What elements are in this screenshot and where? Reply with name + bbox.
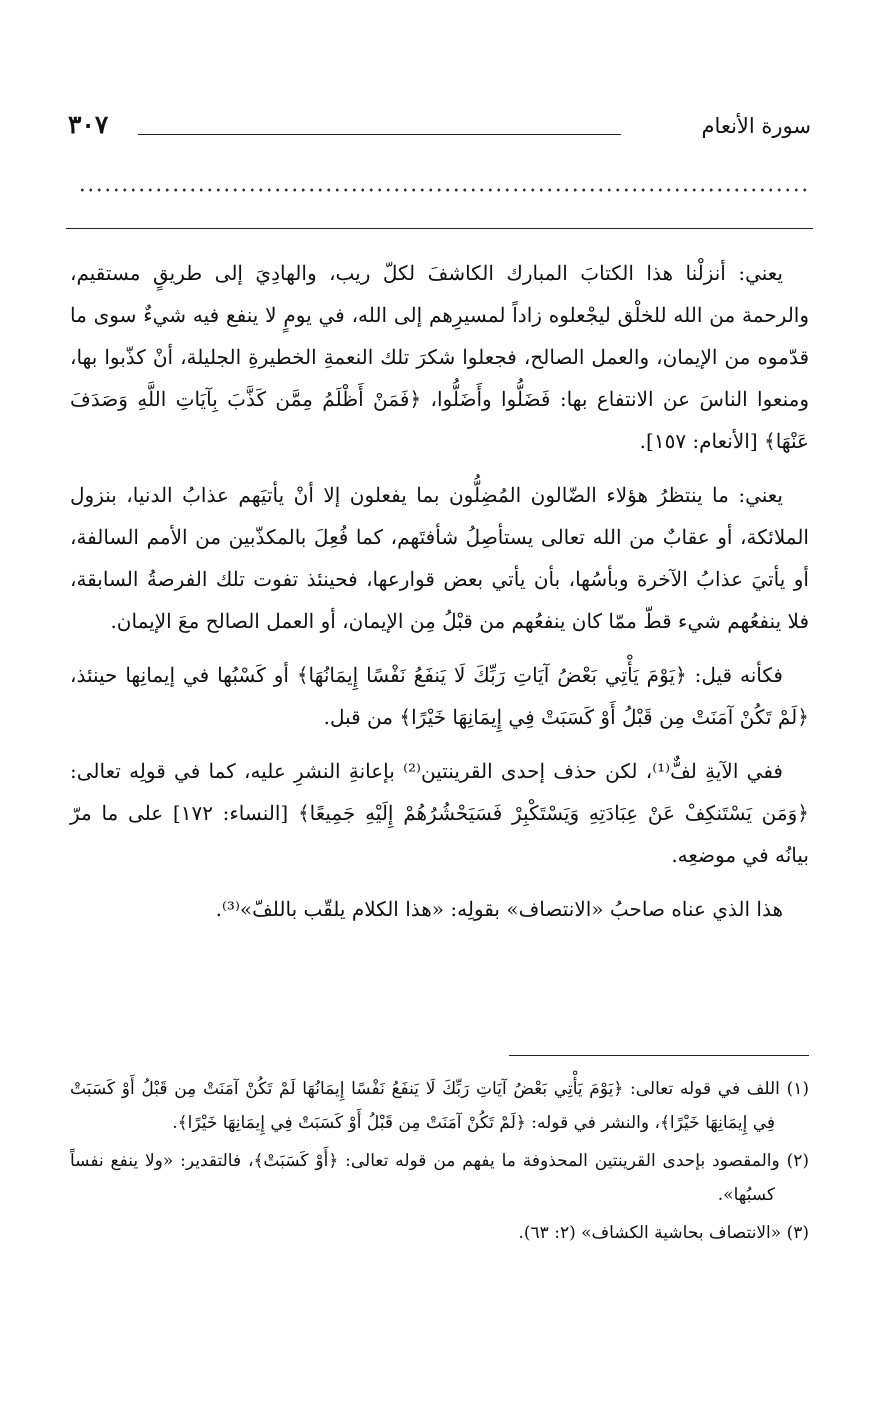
paragraph: هذا الذي عناه صاحبُ «الانتصاف» بقولِه: «هذا الكلام يلقّب باللفّ»⁽³⁾. bbox=[215, 897, 783, 921]
paragraph: ففي الآيةِ لفٌّ⁽¹⁾، لكن حذف إحدى القرينتين⁽²⁾ بإعانةِ النشرِ عليه، كما في قولِه تعالى: ﴿وَمَن يَسْتَنكِفْ عَنْ عِبَادَتِهِ وَيَسْتَكْبِرْ فَسَيَحْشُرُهُمْ إِلَيْهِ جَمِيعًا﴾ [النساء: ١٧٢] على ما مرّ بيانُه في موضعِه. bbox=[70, 759, 809, 867]
main-text bbox=[70, 252, 809, 942]
paragraph: يعني: ما ينتظرُ هؤلاء الضّالون المُضِلُّون بما يفعلون إلا أنْ يأتيَهم عذابُ الدنيا، بنزول الملائكة، أو عقابٌ من الله تعالى يستأصِلُ شأفتَهم، كما فُعِلَ بالمكذّبين من الأمم السالفة، أو يأتيَ عذابُ الآخرة وبأسُها، بأن يأتي بعض قوارعها، فحينئذ تفوت تلك الفرصةُ السابقة، فلا ينفعُهم شيء قطّ ممّا كان ينفعُهم من قبْلُ مِن الإيمان، أو العمل الصالح معَ الإيمان. bbox=[70, 483, 809, 633]
footnote-rule bbox=[509, 1055, 809, 1056]
paragraph: فكأنه قيل: ﴿يَوْمَ يَأْتِي بَعْضُ آيَاتِ رَبِّكَ لَا يَنفَعُ نَفْسًا إِيمَانُهَا﴾ أو كَسْبُها في إيمانِها حينئذ، ﴿لَمْ تَكُنْ آمَنَتْ مِن قَبْلُ أَوْ كَسَبَتْ فِي إِيمَانِهَا خَيْرًا﴾ من قبل. bbox=[70, 663, 809, 729]
footnote: (١) اللف في قوله تعالى: ﴿يَوْمَ يَأْتِي بَعْضُ آيَاتِ رَبِّكَ لَا يَنفَعُ نَفْسًا إِيمَانُهَا لَمْ تَكُنْ آمَنَتْ مِن قَبْلُ أَوْ كَسَبَتْ فِي إِيمَانِهَا خَيْرًا﴾، والنشر في قوله: ﴿لَمْ تَكُنْ آمَنَتْ مِن قَبْلُ أَوْ كَسَبَتْ فِي إِيمَانِهَا خَيْرًا﴾. bbox=[70, 1079, 809, 1133]
footnote: (٢) والمقصود بإحدى القرينتين المحذوفة ما يفهم من قوله تعالى: ﴿أَوْ كَسَبَتْ﴾، فالتقدير: «ولا ينفع نفساً كسبُها». bbox=[70, 1151, 809, 1205]
footnote: (٣) «الانتصاف بحاشية الكشاف» (٢: ٦٣). bbox=[518, 1223, 809, 1243]
page-number: ٣٠٧ bbox=[68, 110, 109, 139]
header-line bbox=[138, 134, 621, 135]
dotted-separator bbox=[78, 186, 811, 194]
header-rule bbox=[66, 228, 813, 229]
footnotes bbox=[70, 1072, 809, 1254]
surah-title: سورة الأنعام bbox=[701, 114, 811, 138]
page-header bbox=[68, 108, 811, 148]
paragraph: يعني: أنزلْنا هذا الكتابَ المبارك الكاشفَ لكلّ ريب، والهادِيَ إلى طريقٍ مستقيم، والرحمة من الله للخلْق ليجْعلوه زاداً لمسيرِهم إلى الله، في يومٍ لا ينفع فيه شيءٌ سوى ما قدّموه من الإيمان، والعمل الصالح، فجعلوا شكرَ تلك النعمةِ الخطيرةِ الجليلة، أنْ كذّبوا بها، ومنعوا الناسَ عن الانتفاع بها: فَضَلُّوا وأَضَلُّوا، ﴿فَمَنْ أَظْلَمُ مِمَّن كَذَّبَ بِآيَاتِ اللَّهِ وَصَدَفَ عَنْهَا﴾ [الأنعام: ١٥٧]. bbox=[70, 261, 809, 453]
